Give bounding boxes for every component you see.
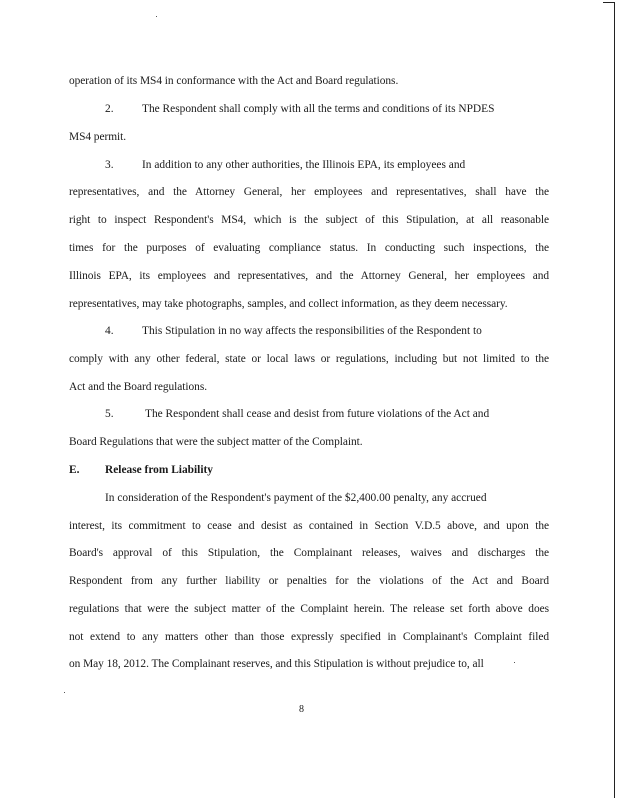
item-5-first-line: The Respondent shall cease and desist from future violations of the Act and [145,408,490,420]
item-3-line: representatives, may take photographs, samples, and collect information, as they deem necessary. [69,298,508,310]
item-4-line: Act and the Board regulations. [69,381,207,393]
section-heading: Release from Liability [105,464,213,476]
section-e-line: regulations that were the subject matter of the Complaint herein. The release set forth above does [69,603,549,615]
section-e-line: Respondent from any further liability or penalties for the violations of the Act and Board [69,575,549,587]
item-number: 3. [105,159,114,171]
item-2-continuation: MS4 permit. [69,131,127,143]
page-border-right [614,2,615,798]
item-number: 2. [105,103,114,115]
scan-speck [64,692,65,693]
item-number: 4. [105,325,114,337]
section-e-line: interest, its commitment to cease and desist as contained in Section V.D.5 above, and upon the [69,520,549,532]
item-5-line: Board Regulations that were the subject matter of the Complaint. [69,436,363,448]
item-3-line: times for the purposes of evaluating compliance status. In conducting such inspections, the [69,242,549,254]
item-4-first-line: This Stipulation in no way affects the responsibilities of the Respondent to [142,325,482,337]
section-e-line: on May 18, 2012. The Complainant reserves, and this Stipulation is without prejudice to, all [69,658,484,670]
item-2-first-line: The Respondent shall comply with all the terms and conditions of its NPDES [142,103,495,115]
section-letter: E. [69,464,80,476]
section-e-first-line: In consideration of the Respondent's payment of the $2,400.00 penalty, any accrued [105,492,487,504]
item-3-line: Illinois EPA, its employees and representatives, and the Attorney General, her employees and [69,270,549,282]
item-3-line: representatives, and the Attorney General, her employees and representatives, shall have the [69,186,549,198]
item-3-first-line: In addition to any other authorities, the Illinois EPA, its employees and [142,159,466,171]
section-e-line: Board's approval of this Stipulation, the Complainant releases, waives and discharges the [69,547,549,559]
page-number: 8 [299,704,304,715]
paragraph-continuation-line: operation of its MS4 in conformance with the Act and Board regulations. [69,75,399,87]
section-e-line: not extend to any matters other than those expressly specified in Complainant's Complaint filed [69,631,549,643]
scan-speck [514,662,515,663]
scan-speck [156,16,157,17]
item-number: 5. [105,408,114,420]
item-3-line: right to inspect Respondent's MS4, which is the subject of this Stipulation, at all reasonable [69,214,549,226]
item-4-line: comply with any other federal, state or local laws or regulations, including but not limited to the [69,353,549,365]
